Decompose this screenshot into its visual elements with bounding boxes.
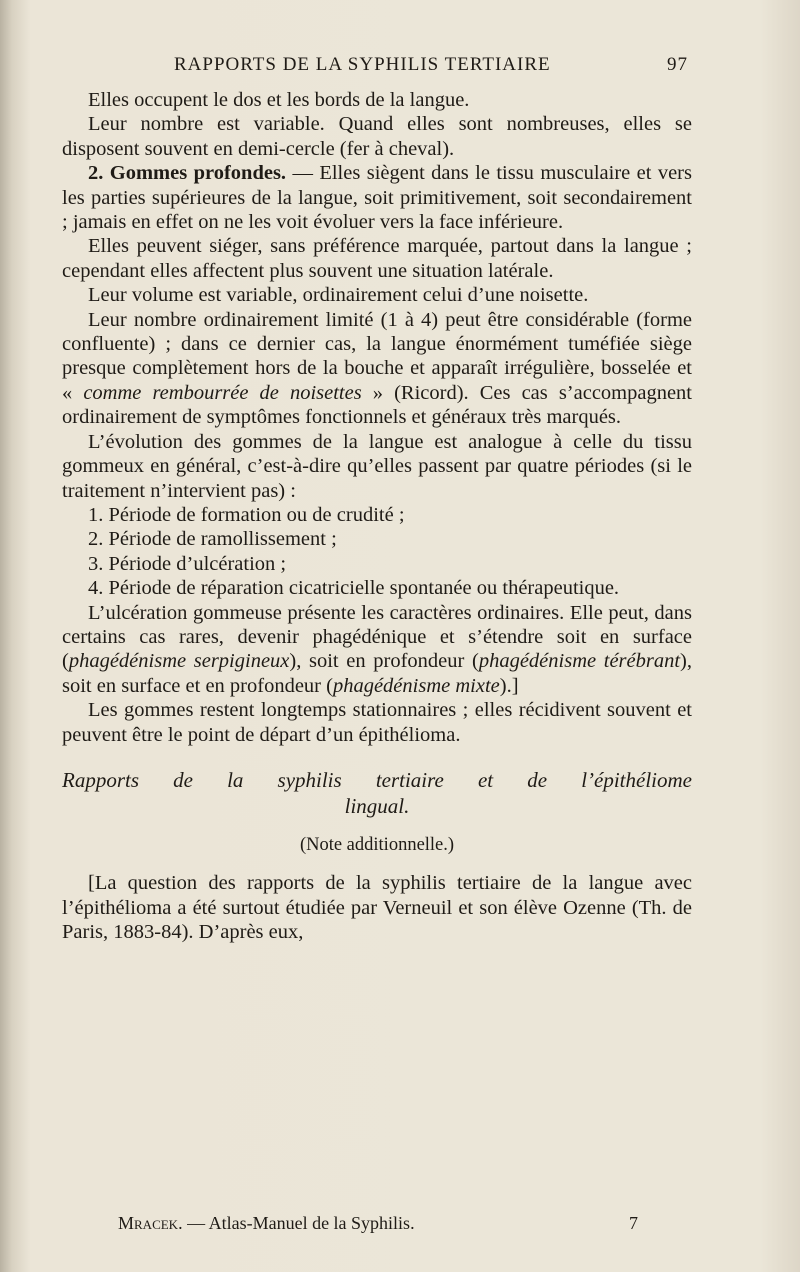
paragraph: Elles peuvent siéger, sans préférence marquée, partout dans la langue ; cependant elles affectent plus souvent une situation latérale. <box>62 235 692 282</box>
list-item: 4. Période de réparation cicatricielle spontanée ou thérapeutique. <box>88 577 620 600</box>
page-footer <box>118 1213 638 1234</box>
paragraph: L’évolution des gommes de la langue est analogue à celle du tissu gommeux en général, c’est-à-dire qu’elles passent par quatre périodes (si le traitement n’intervient pas) : <box>62 430 692 502</box>
italic-term: phagédénisme térébrant <box>478 650 681 673</box>
section-note: (Note additionnelle.) <box>299 834 455 855</box>
page-number: 97 <box>667 54 688 75</box>
paragraph-nombre <box>62 308 692 430</box>
subheading: 2. Gommes profondes. <box>88 162 287 185</box>
list-item: 2. Période de ramollissement ; <box>88 528 337 551</box>
paragraph: Leur volume est variable, ordinairement celui d’une noisette. <box>88 284 589 307</box>
list-item: 1. Période de formation ou de crudité ; <box>88 503 405 526</box>
italic-quote: comme rembourrée de noisettes <box>83 381 362 404</box>
signature-mark: 7 <box>629 1213 638 1233</box>
paragraph: Les gommes restent longtemps stationnaires ; elles récidivent souvent et peuvent être le point de départ d’un épithélioma. <box>62 699 692 746</box>
italic-term: phagédénisme mixte <box>332 674 500 697</box>
paragraph-text: L’ulcération gommeuse présente les caractères ordinaires. Elle peut, dans certains cas rares, devenir phagédénique et s’étendre soit en surface ( <box>62 601 692 673</box>
paragraph-text: » (Ricord). Ces cas s’accompagnent ordinairement de symptômes fonctionnels et généraux très marqués. <box>62 381 693 429</box>
paragraph-text: ), soit en profondeur ( <box>289 650 479 673</box>
paragraph: Elles occupent le dos et les bords de la langue. <box>88 89 470 111</box>
paragraph-text: — Elles siègent dans le tissu musculaire et vers les parties supérieures de la langue, soit primitivement, soit secondairement ; jamais en effet on ne les voit évoluer vers la face inférieure. <box>62 162 692 234</box>
paragraph: [La question des rapports de la syphilis tertiaire de la langue avec l’épithélioma a été surtout étudiée par Verneuil et son élève Ozenne (Th. de Paris, 1883-84). D’après eux, <box>62 872 692 944</box>
section-title <box>62 767 692 819</box>
paragraph: Leur nombre est variable. Quand elles sont nombreuses, elles se disposent souvent en demi-cercle (fer à cheval). <box>62 113 692 160</box>
paragraph-text: ).] <box>499 674 519 697</box>
footer-dash: — <box>182 1213 209 1233</box>
footer-author: Mracek. <box>118 1213 183 1233</box>
section-title-line: Rapports de la syphilis tertiaire et de l’épithéliome <box>62 767 692 792</box>
body-text <box>62 88 692 945</box>
paragraph-ulceration <box>62 601 692 699</box>
section-title-line: lingual. <box>344 793 410 818</box>
italic-term: phagédénisme serpigineux <box>68 650 290 673</box>
paragraph-text: ), soit en surface et en profondeur ( <box>62 650 692 697</box>
paragraph-text: Leur nombre ordinairement limité (1 à 4) peut être considérable (forme confluente) ; dans ce dernier cas, la langue énormément tuméfiée siège presque complètement hors de la bouche et apparaît irrégulière, bosselée et « <box>62 308 692 404</box>
running-title: RAPPORTS DE LA SYPHILIS TERTIAIRE <box>174 54 551 75</box>
footer-book-title: Atlas-Manuel de la Syphilis. <box>208 1213 415 1233</box>
list-item: 3. Période d’ulcération ; <box>88 552 287 575</box>
paragraph-gommes-profondes <box>62 161 692 234</box>
